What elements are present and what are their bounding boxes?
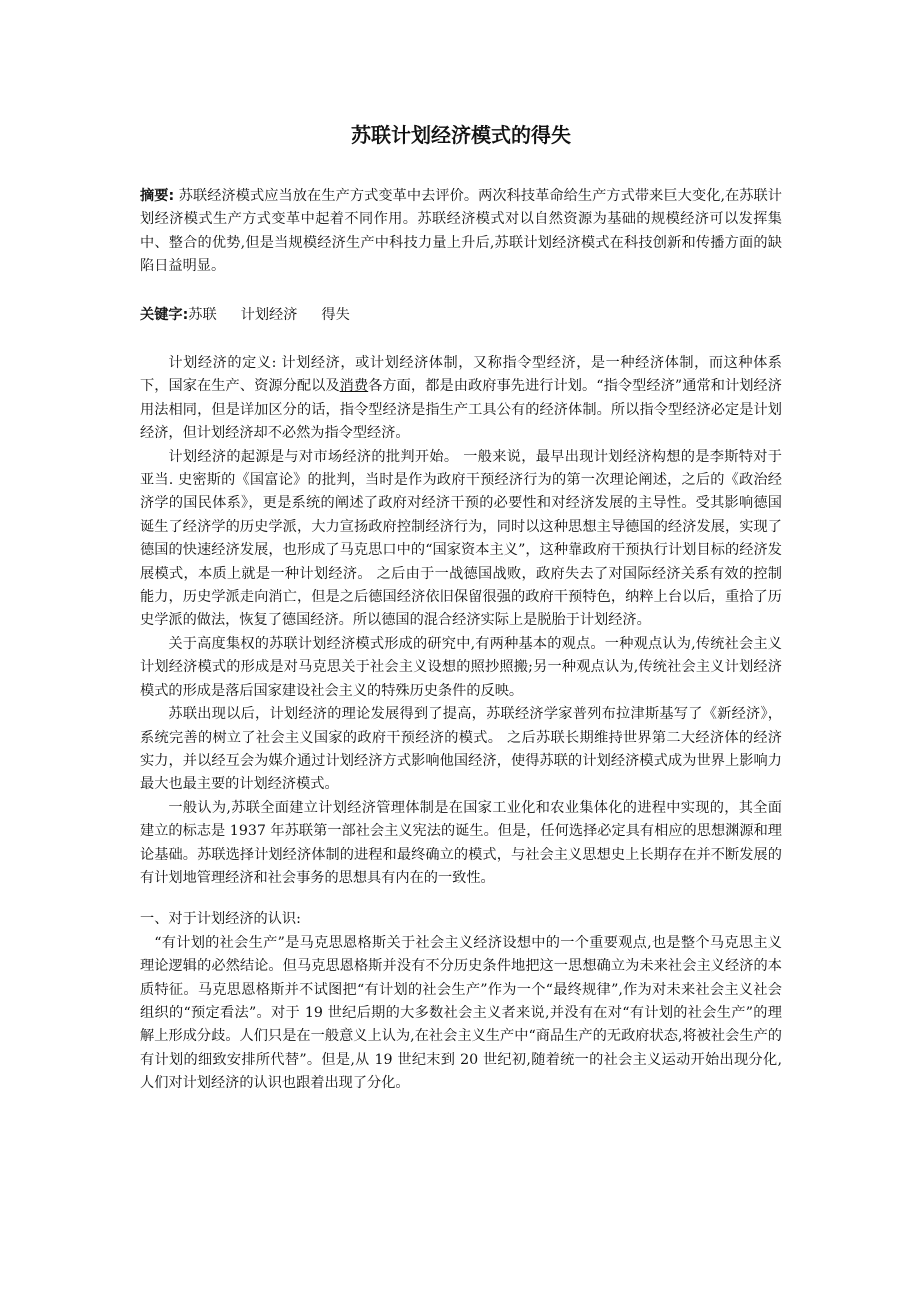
paragraph-text: 各方面，都是由政府事先进行计划。“指令型经济”通常和计划经济用法相同，但是详加区分的话，指令型经济是指生产工具公有的经济体制。所以指令型经济必定是计划经济，但计划经济却不必然为指令型经济。 [140, 378, 782, 442]
section-paragraph: “有计划的社会生产”是马克思恩格斯关于社会主义经济设想中的一个重要观点,也是整个马克思主义理论逻辑的必然结论。但马克思恩格斯并没有不分历史条件地把这一思想确立为未来社会主义经济的本质特征。马克思恩格斯并不试图把“有计划的社会生产”作为一个“最终规律”,作为对未来社会主义社会组织的“预定看法”。对于 19 世纪后期的大多数社会主义者来说,并没有在对“有计划的社会生产”的理解上形成分歧。人们只是在一般意义上认为,在社会主义生产中“商品生产的无政府状态,将被社会生产的有计划的细致安排所代替”。但是,从 19 世纪末到 20 世纪初,随着统一的社会主义运动开始出现分化,人们对计划经济的认识也跟着出现了分化。 [140, 934, 782, 1092]
paragraph-viewpoints: 关于高度集权的苏联计划经济模式形成的研究中,有两种基本的观点。一种观点认为,传统社会主义计划经济模式的形成是对马克思关于社会主义设想的照抄照搬;另一种观点认为,传统社会主义计划经济模式的形成是落后国家建设社会主义的特殊历史条件的反映。 [140, 635, 782, 699]
keyword-item: 苏联 [188, 307, 217, 323]
link-consumption[interactable]: 消费 [339, 378, 369, 395]
keyword-item: 得失 [321, 307, 350, 323]
paragraph-text: 计划经济的定义: 计划经济，或计划经济体制，又称指令型经济，是一种经济体制，而这种体系下，国家在生产、资源分配以及 [140, 355, 782, 395]
paragraph-establishment: 一般认为,苏联全面建立计划经济管理体制是在国家工业化和农业集体化的进程中实现的，其全面建立的标志是 1937 年苏联第一部社会主义宪法的诞生。但是，任何选择必定具有相应的思想渊源和理论基础。苏联选择计划经济体制的进程和最终确立的模式，与社会主义思想史上长期存在并不断发展的有计划地管理经济和社会事务的思想具有内在的一致性。 [140, 799, 782, 886]
keywords [140, 304, 782, 327]
section-heading: 一、对于计划经济的认识: [140, 911, 301, 928]
abstract-text: 苏联经济模式应当放在生产方式变革中去评价。两次科技革命给生产方式带来巨大变化,在苏联计划经济模式生产方式变革中起着不同作用。苏联经济模式对以自然资源为基础的规模经济可以发挥集中、整合的优势,但是当规模经济生产中科技力量上升后,苏联计划经济模式在科技创新和传播方面的缺陷日益明显。 [140, 188, 782, 275]
keywords-label: 关键字: [140, 307, 189, 323]
paragraph-soviet-theory: 苏联出现以后，计划经济的理论发展得到了提高，苏联经济学家普列布拉津斯基写了《新经济》，系统完善的树立了社会主义国家的政府干预经济的模式。 之后苏联长期维持世界第二大经济体的经济实力，并以经互会为媒介通过计划经济方式影响他国经济，使得苏联的计划经济模式成为世界上影响力最大也最主要的计划经济模式。 [140, 706, 782, 793]
keyword-item: 计划经济 [240, 307, 298, 323]
paragraph-origin: 计划经济的起源是与对市场经济的批判开始。 一般来说，最早出现计划经济构想的是李斯特对于亚当. 史密斯的《国富论》的批判，当时是作为政府干预经济行为的第一次理论阐述，之后的《政治经济学的国民体系》，更是系统的阐述了政府对经济干预的必要性和对经济发展的主导性。受其影响德国诞生了经济学的历史学派，大力宣扬政府控制经济行为，同时以这种思想主导德国的经济发展，实现了德国的快速经济发展，也形成了马克思口中的“国家资本主义”，这种靠政府干预执行计划目标的经济发展模式，本质上就是一种计划经济。 之后由于一战德国战败，政府失去了对国际经济关系有效的控制能力，历史学派走向消亡，但是之后德国经济依旧保留很强的政府干预特色，纳粹上台以后，重拾了历史学派的做法，恢复了德国经济。所以德国的混合经济实际上是脱胎于计划经济。 [140, 448, 782, 629]
page-title: 苏联计划经济模式的得失 [351, 123, 571, 147]
paragraph-definition [140, 352, 782, 446]
abstract-label: 摘要: [140, 188, 175, 204]
body-text [140, 352, 782, 1096]
abstract [140, 185, 782, 279]
